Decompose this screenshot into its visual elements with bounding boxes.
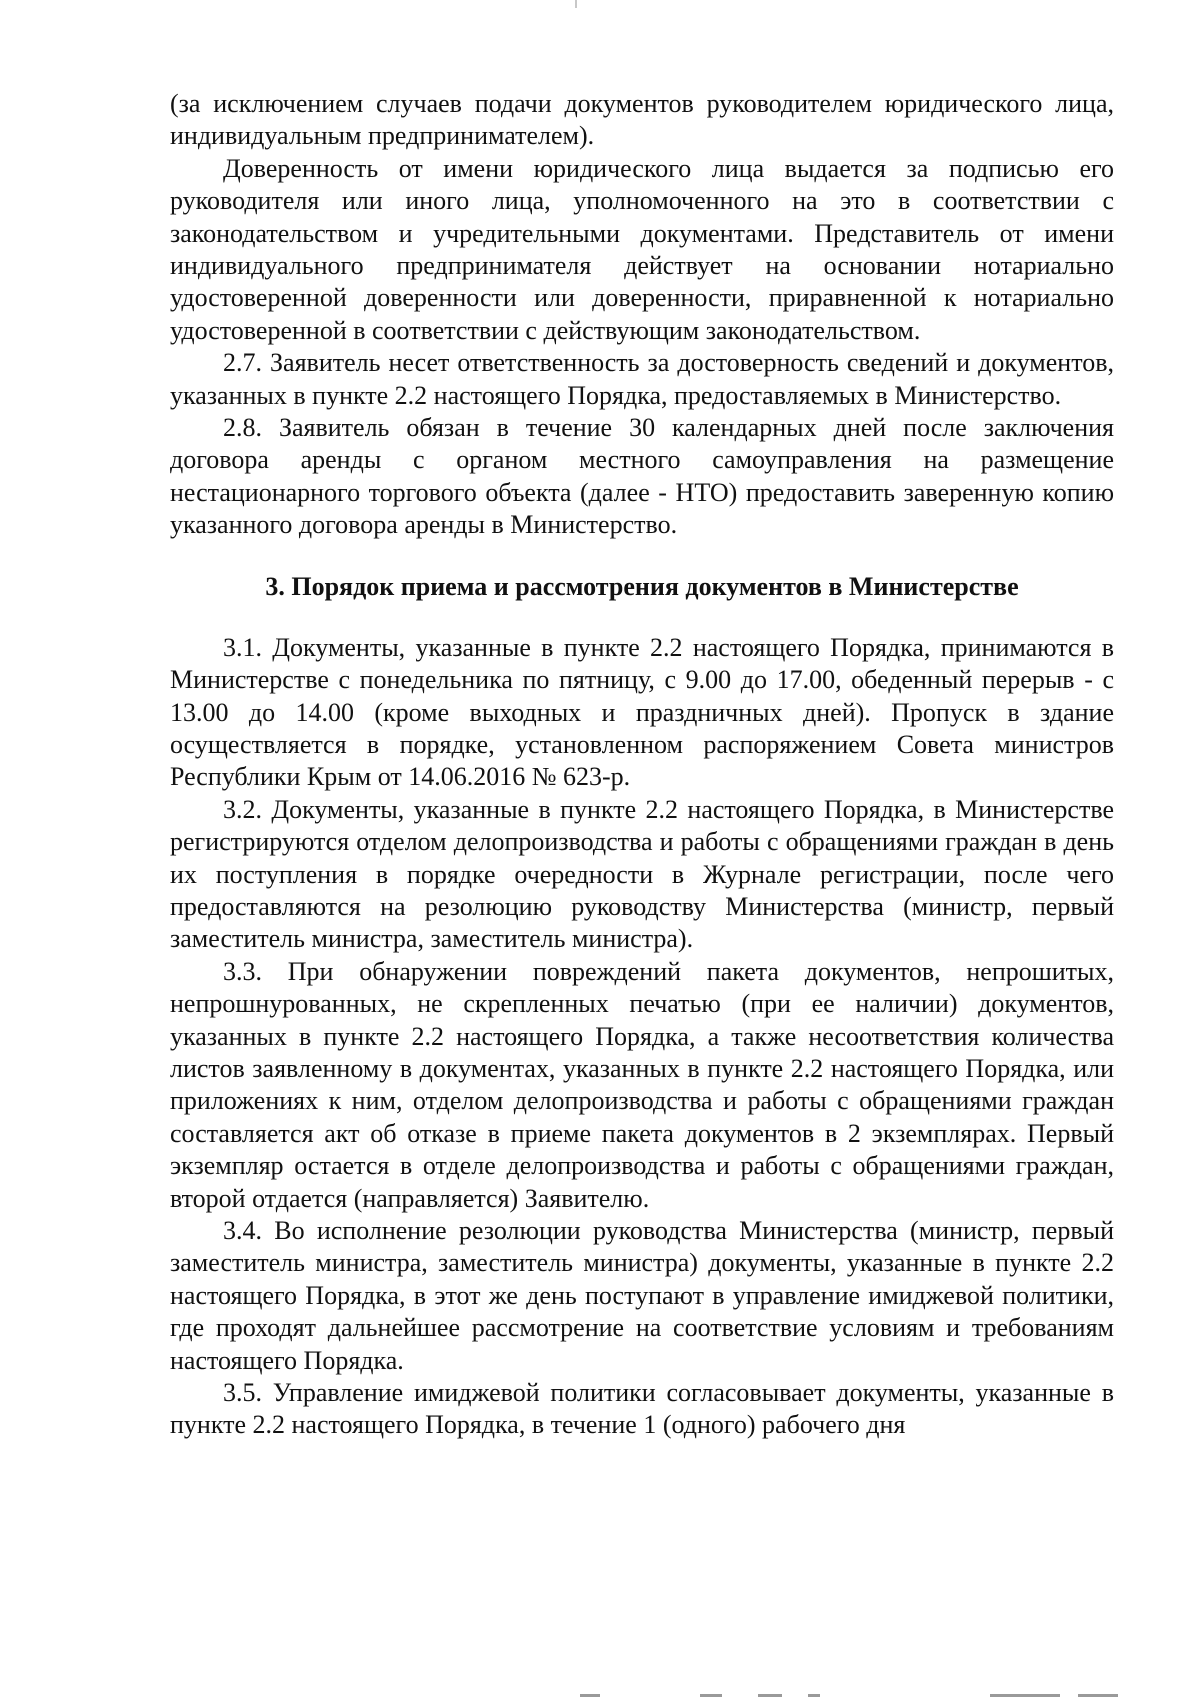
section-heading-3: 3. Порядок приема и рассмотрения документов в Министерстве — [265, 571, 1019, 601]
paragraph-3-4: 3.4. Во исполнение резолюции руководства Министерства (министр, первый заместитель министра, заместитель министра) документы, указанные в пункте 2.2 настоящего Порядка, в этот же день поступают в управление имиджевой политики, где проходят дальнейшее рассмотрение на соответствие условиям и требованиям настоящего Порядка. — [170, 1216, 1114, 1375]
paragraph-3-5: 3.5. Управление имиджевой политики согласовывает документы, указанные в пункте 2.2 настоящего Порядка, в течение 1 (одного) рабочего дня — [170, 1378, 1114, 1440]
document-body — [170, 88, 1114, 1442]
paragraph-2-7: 2.7. Заявитель несет ответственность за достоверность сведений и документов, указанных в пункте 2.2 настоящего Порядка, предоставляемых в Министерство. — [170, 348, 1114, 410]
paragraph-continuation: (за исключением случаев подачи документов руководителем юридического лица, индивидуальным предпринимателем). — [170, 89, 1114, 151]
scan-artifact-bottom-edge — [0, 1684, 1200, 1706]
paragraph-3-1: 3.1. Документы, указанные в пункте 2.2 настоящего Порядка, принимаются в Министерстве с понедельника по пятницу, с 9.00 до 17.00, обеденный перерыв - с 13.00 до 14.00 (кроме выходных и праздничных дней). Пропуск в здание осуществляется в порядке, установленном распоряжением Совета министров Республики Крым от 14.06.2016 № 623-р. — [170, 632, 1114, 792]
paragraph-power-of-attorney: Доверенность от имени юридического лица выдается за подписью его руководителя или иного лица, уполномоченного на это в соответствии с законодательством и учредительными документами. Представитель от имени индивидуального предпринимателя действует на основании нотариально удостоверенной доверенности или доверенности, приравненной к нотариально удостоверенной в соответствии с действующим законодательством. — [170, 153, 1114, 345]
scan-artifact-top — [575, 0, 577, 8]
paragraph-2-8: 2.8. Заявитель обязан в течение 30 календарных дней после заключения договора аренды с органом местного самоуправления на размещение нестационарного торгового объекта (далее - НТО) предоставить заверенную копию указанного договора аренды в Министерство. — [170, 413, 1114, 540]
paragraph-3-3: 3.3. При обнаружении повреждений пакета документов, непрошитых, непрошнурованных, не скрепленных печатью (при ее наличии) документов, указанных в пункте 2.2 настоящего Порядка, а также несоответствия количества листов заявленному в документах, указанных в пункте 2.2 настоящего Порядка, или приложениях к ним, отделом делопроизводства и работы с обращениями граждан составляется акт об отказе в приеме пакета документов в 2 экземплярах. Первый экземпляр остается в отделе делопроизводства и работы с обращениями граждан, второй отдается (направляется) Заявителю. — [170, 956, 1114, 1213]
paragraph-3-2: 3.2. Документы, указанные в пункте 2.2 настоящего Порядка, в Министерстве регистрируются отделом делопроизводства и работы с обращениями граждан в день их поступления в порядке очередности в Журнале регистрации, после чего предоставляются на резолюцию руководству Министерства (министр, первый заместитель министра, заместитель министра). — [170, 794, 1114, 954]
